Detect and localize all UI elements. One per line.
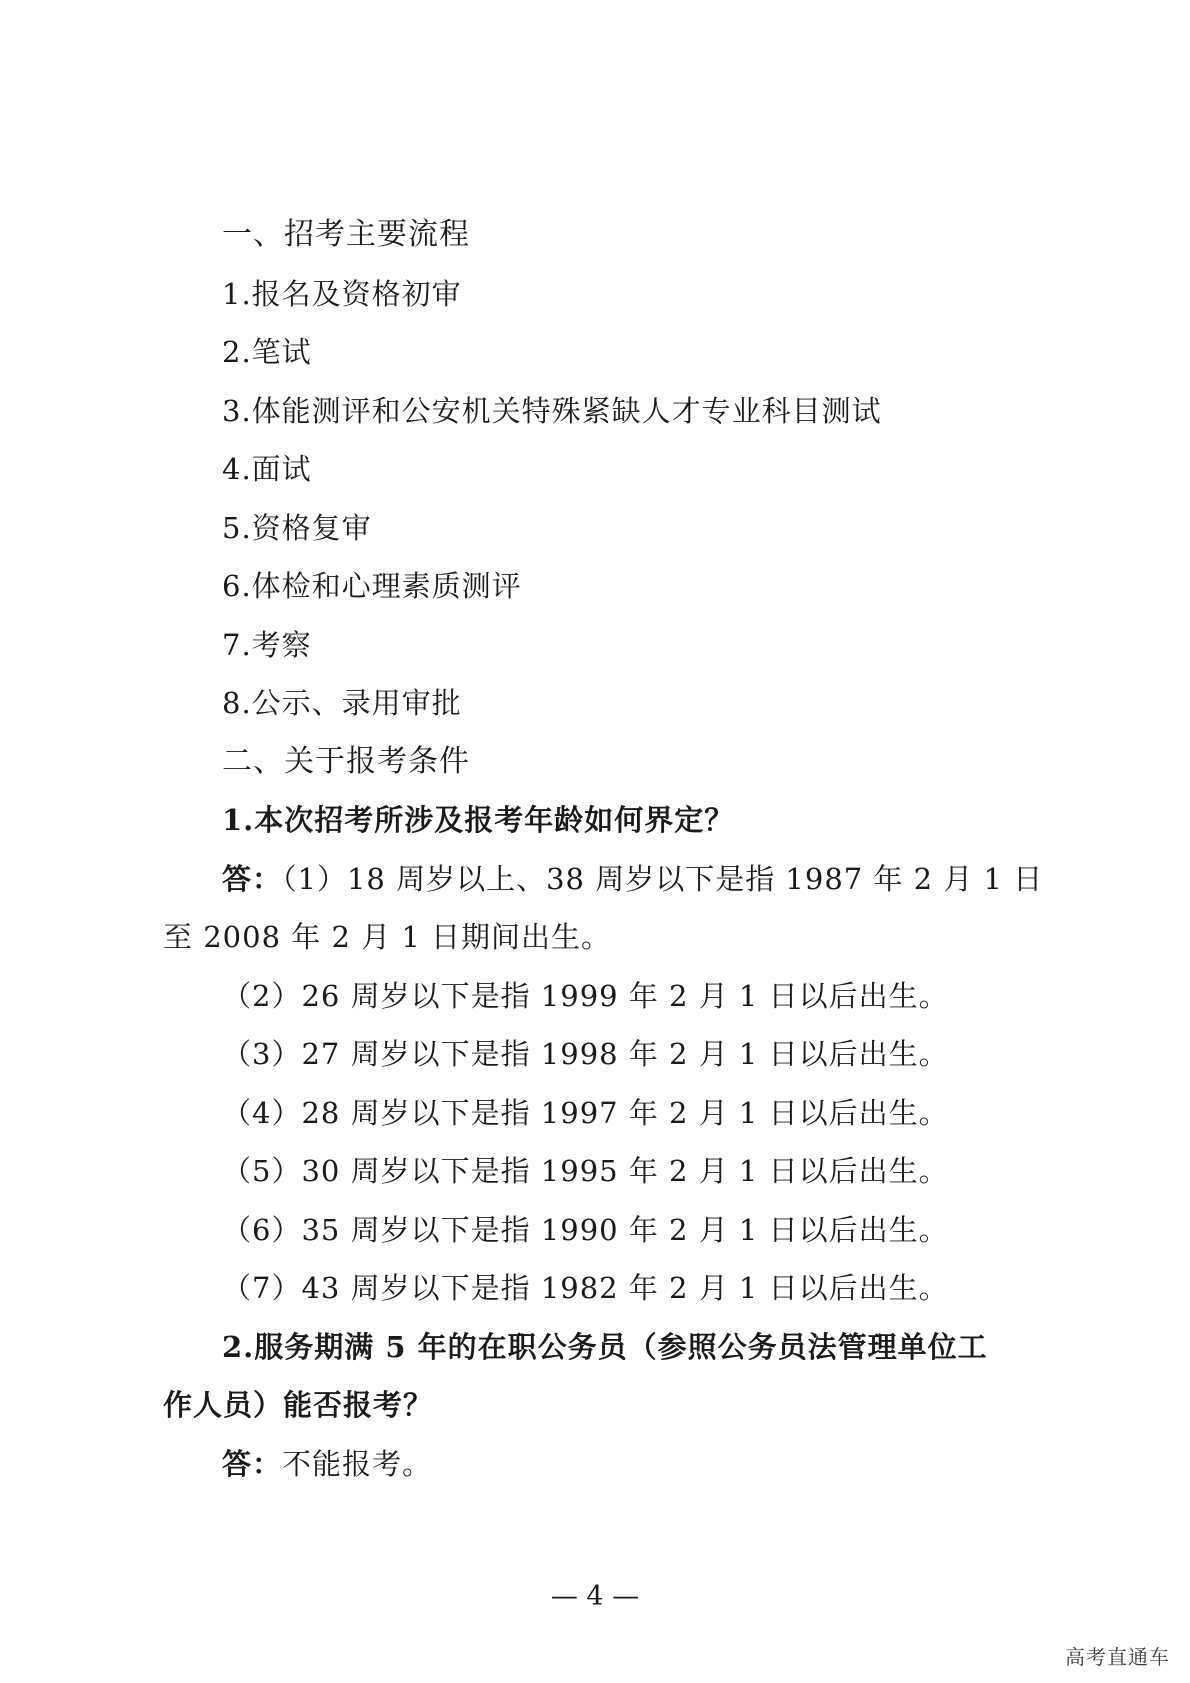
age-rule-item: （2）26 周岁以下是指 1999 年 2 月 1 日以后出生。 (222, 979, 949, 1013)
page-number: — 4 — (550, 1581, 640, 1612)
process-item: 6.体检和心理素质测评 (222, 569, 522, 603)
process-item: 5.资格复审 (222, 511, 372, 545)
question-civil-servant-line1: 2.服务期满 5 年的在职公务员（参照公务员法管理单位工 (222, 1330, 988, 1364)
age-rule-item: （4）28 周岁以下是指 1997 年 2 月 1 日以后出生。 (222, 1096, 949, 1130)
process-item: 3.体能测评和公安机关特殊紧缺人才专业科目测试 (222, 394, 882, 428)
section-heading-process: 一、招考主要流程 (222, 217, 470, 252)
answer-age-line2: 至 2008 年 2 月 1 日期间出生。 (163, 920, 612, 954)
watermark: 高考直通车 (1065, 1645, 1170, 1669)
answer-age-line1 (222, 861, 1043, 897)
age-rule-item: （5）30 周岁以下是指 1995 年 2 月 1 日以后出生。 (222, 1154, 949, 1188)
process-item: 4.面试 (222, 452, 312, 486)
answer-label: 答： (222, 1447, 283, 1481)
process-item: 8.公示、录用审批 (222, 686, 462, 720)
question-age: 1.本次招考所涉及报考年龄如何界定？ (222, 803, 735, 837)
age-rule-item: （7）43 周岁以下是指 1982 年 2 月 1 日以后出生。 (222, 1271, 949, 1305)
section-heading-conditions: 二、关于报考条件 (222, 744, 470, 779)
age-rule-item: （6）35 周岁以下是指 1990 年 2 月 1 日以后出生。 (222, 1213, 949, 1247)
process-item: 1.报名及资格初审 (222, 277, 462, 311)
age-rule-item: （3）27 周岁以下是指 1998 年 2 月 1 日以后出生。 (222, 1037, 949, 1071)
process-item: 2.笔试 (222, 335, 312, 369)
answer-text: 不能报考。 (282, 1447, 433, 1481)
answer-civil-servant (222, 1446, 432, 1482)
question-civil-servant-line2: 作人员）能否报考？ (163, 1388, 434, 1422)
answer-text: （1）18 周岁以上、38 周岁以下是指 1987 年 2 月 1 日 (282, 862, 1044, 896)
process-item: 7.考察 (222, 628, 312, 662)
answer-label: 答： (222, 862, 283, 896)
